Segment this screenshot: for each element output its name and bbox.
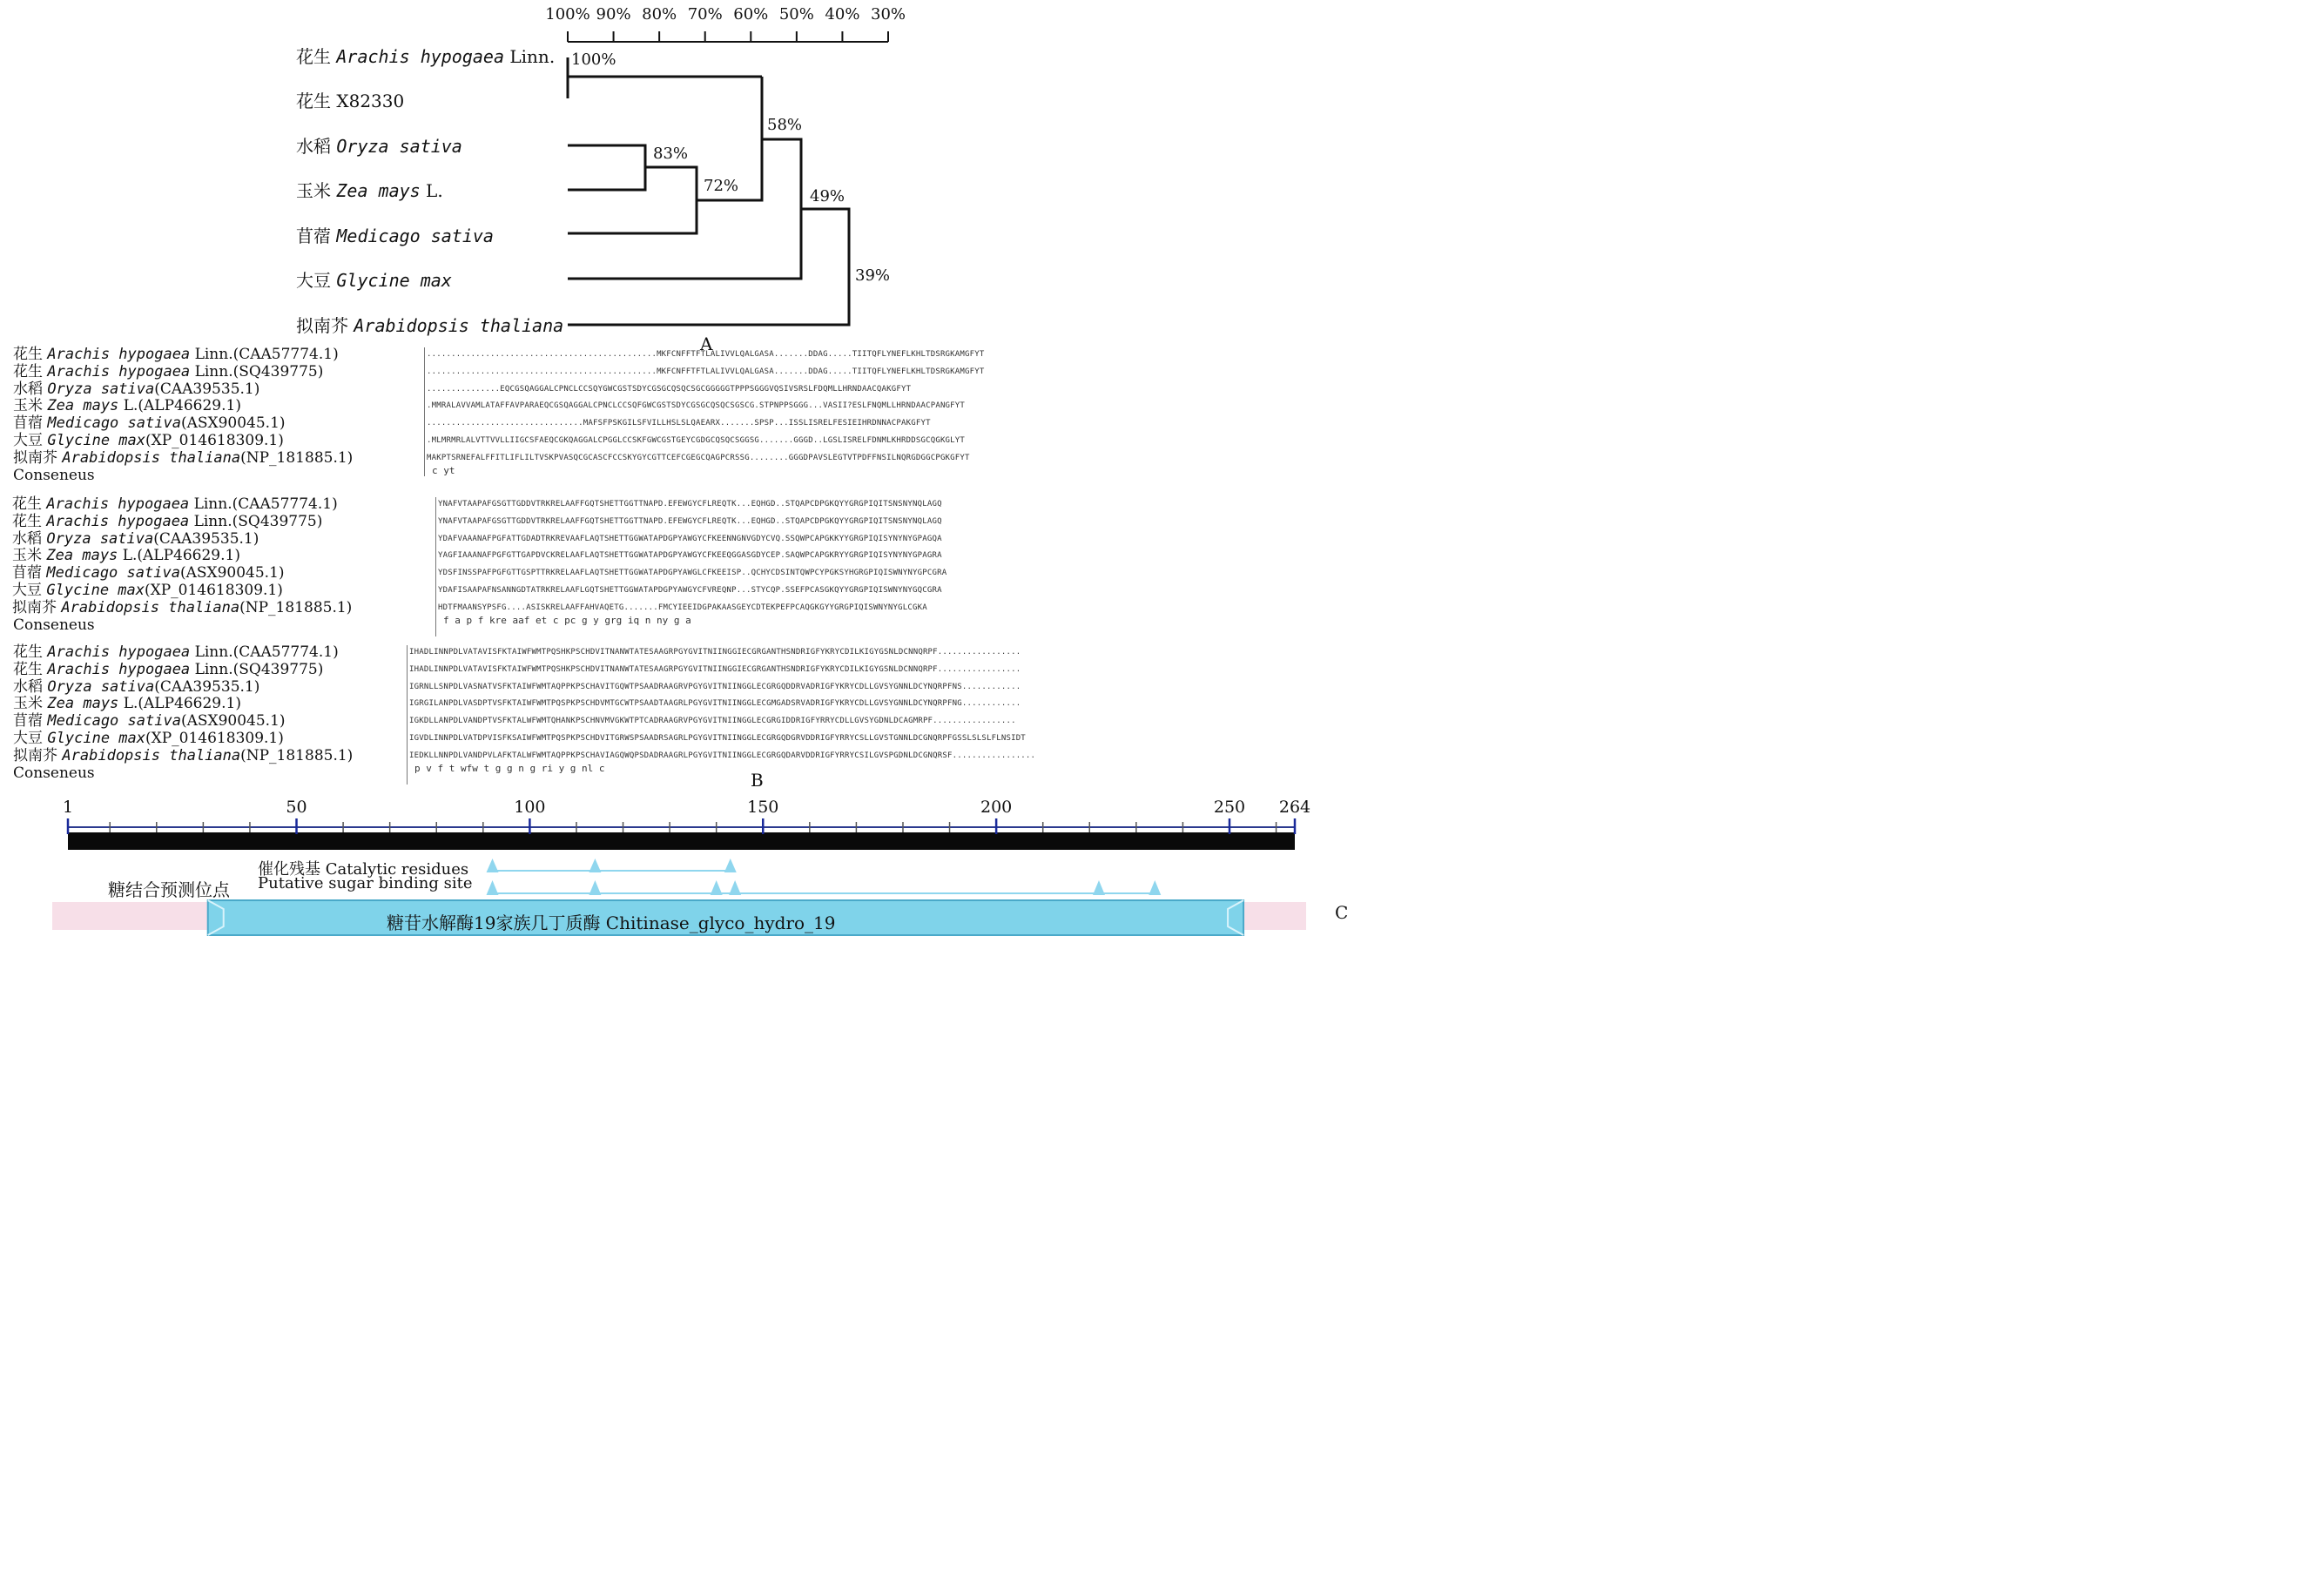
label-suffix: (ASX90045.1) bbox=[180, 414, 286, 433]
latin-name: Arachis hypogaea bbox=[46, 495, 190, 513]
chinese-name: 玉米 bbox=[12, 547, 42, 565]
chinese-name: 大豆 bbox=[12, 582, 42, 599]
label-suffix: (CAA39535.1) bbox=[154, 380, 260, 398]
sugar-site-marker bbox=[487, 880, 499, 895]
chinese-name: 花生 bbox=[13, 346, 43, 363]
chinese-name: 花生 bbox=[13, 362, 43, 380]
alignment-sequence: IHADLINNPDLVATAVISFKTAIWFWMTPQSHKPSCHDVITNANWTATESAAGRPGYGVITNIINGGIECGRGANTHSNDRIGFYKRYCDILKIGYGSNLDCNNQRPF................. bbox=[409, 664, 1021, 674]
alignment-sequence: HDTFMAANSYPSFG....ASISKRELAAFFAHVAQETG.......FMCYIEEIDGPAKAASGEYCDTEKPEFPCAQGKGYYGRGPIQISWNYNYGLCGKA bbox=[438, 603, 927, 612]
chinese-name: 拟南芥 bbox=[12, 598, 57, 616]
alignment-sequence: YDAFVAAANAFPGFATTGDADTRKREVAAFLAQTSHETTGGWATAPDGPYAWGYCFKEENNGNVGDYCVQ.SSQWPCAPGKKYYGRGPIQISYNYNYGPAGQA bbox=[438, 534, 942, 543]
chinese-name: 花生 bbox=[296, 91, 331, 111]
ruler-tick-label: 150 bbox=[747, 798, 779, 817]
scale-tick-label: 100% bbox=[545, 5, 590, 24]
protein-bar bbox=[68, 832, 1295, 850]
scale-tick-label: 90% bbox=[596, 5, 631, 24]
catalytic-site-marker bbox=[487, 859, 499, 872]
latin-name: Arabidopsis thaliana bbox=[61, 598, 240, 616]
label-suffix: (XP_014618309.1) bbox=[145, 582, 283, 599]
latin-name: Oryza sativa bbox=[47, 380, 155, 398]
chinese-name: 玉米 bbox=[13, 695, 43, 713]
chinese-name: 苜蓿 bbox=[13, 414, 43, 433]
chinese-name: 水稻 bbox=[13, 677, 43, 696]
chinese-name: 花生 bbox=[13, 660, 43, 678]
label-suffix: L. bbox=[420, 180, 443, 201]
alignment-sequence: ................................MAFSFPSKGILSFVILLHSLSLQAEARX.......SPSP...ISSLISRELFESIEIHRDNNACPAKGFYT bbox=[427, 419, 931, 428]
sugar-site-marker bbox=[729, 880, 741, 895]
node-support-label: 100% bbox=[571, 51, 616, 69]
label-suffix: Linn.(SQ439775) bbox=[189, 512, 323, 530]
latin-name: Glycine max bbox=[47, 730, 145, 747]
scale-tick-label: 50% bbox=[778, 5, 814, 24]
chinese-name: 玉米 bbox=[13, 397, 43, 415]
sugar-site-marker bbox=[589, 880, 601, 895]
latin-name: Oryza sativa bbox=[46, 529, 154, 548]
latin-name: Zea mays bbox=[47, 397, 119, 415]
alignment-sequence: YAGFIAAANAFPGFGTTGAPDVCKRELAAFLAQTSHETTGGWATAPDGPYAWGYCFKEEQGGASGDYCEP.SAQWPCAPGKRYYGRGPIQISYNYNYGPAGRA bbox=[438, 551, 942, 561]
label-suffix: Linn.(CAA57774.1) bbox=[190, 346, 339, 363]
alignment-sequence: IGKDLLANPDLVANDPTVSFKTALWFWMTQHANKPSCHNVMVGKWTPTCADRAAGRVPGYGVITNIINGGLECGRGIDDRIGFYRRYCDLLGVSYGDNLDCAGMRPF................. bbox=[409, 717, 1016, 726]
latin-name: Arabidopsis thaliana bbox=[62, 448, 241, 467]
consensus-sequence: f a p f kre aaf et c pc g y grg iq n ny g a bbox=[443, 614, 691, 626]
label-suffix: (NP_181885.1) bbox=[240, 746, 354, 764]
alignment-sequence: ...............EQCGSQAGGALCPNCLCCSQYGWCGSTSDYCGSGCQSQCSGCGGGGGTPPPSGGGVQSIVSRSLFDQMLLHRNDAACQAKGFYT bbox=[427, 384, 912, 394]
ruler-tick-label: 50 bbox=[286, 798, 307, 817]
catalytic-residues-label: 催化残基 Catalytic residues bbox=[258, 860, 469, 879]
chinese-name: 花生 bbox=[12, 512, 42, 530]
latin-name: Medicago sativa bbox=[46, 564, 180, 583]
label-suffix: (CAA39535.1) bbox=[153, 529, 259, 548]
latin-name: Oryza sativa bbox=[336, 136, 462, 157]
catalytic-site-marker bbox=[724, 859, 737, 872]
chinese-name: 苜蓿 bbox=[296, 226, 331, 246]
consensus-label: Conseneus bbox=[13, 764, 95, 782]
latin-name: Arachis hypogaea bbox=[46, 512, 190, 530]
chinese-name: 大豆 bbox=[13, 432, 43, 449]
alignment-sequence: IGVDLINNPDLVATDPVISFKSAIWFWMTPQSPKPSCHDVITGRWSPSAADRSAGRLPGYGVITNIINGGLECGRGQDGRVDDRIGFYRRYCSLLGVSTGNNLDCGNQRPFGSSLSLSLFLNSIDT bbox=[409, 734, 1026, 743]
sugar-site-marker bbox=[1149, 880, 1161, 895]
label-suffix: (XP_014618309.1) bbox=[145, 432, 284, 449]
consensus-label: Conseneus bbox=[13, 616, 95, 634]
latin-name: Arachis hypogaea bbox=[47, 643, 191, 661]
chinese-name: 花生 bbox=[296, 46, 331, 67]
consensus-label: Conseneus bbox=[13, 466, 95, 484]
label-suffix: X82330 bbox=[331, 91, 405, 111]
chinese-name: 苜蓿 bbox=[13, 712, 43, 731]
label-suffix: L.(ALP46629.1) bbox=[118, 397, 241, 415]
domain-map bbox=[0, 0, 1361, 945]
alignment-sequence: IGRGILANPDLVASDPTVSFKTAIWFWMTPQSPKPSCHDVMTGCWTPSAADTAAGRLPGYGVITNIINGGLECGMGADSRVADRIGFYKRYCDLLGVSYGNNLDCYNQRPFNG............ bbox=[409, 699, 1021, 709]
alignment-sequence: IHADLINNPDLVATAVISFKTAIWFWMTPQSHKPSCHDVITNANWTATESAAGRPGYGVITNIINGGIECGRGANTHSNDRIGFYKRYCDILKIGYGSNLDCNNQRPF................. bbox=[409, 648, 1021, 657]
label-suffix: Linn.(CAA57774.1) bbox=[189, 495, 338, 513]
scale-tick-label: 60% bbox=[733, 5, 769, 24]
chinese-name: 拟南芥 bbox=[13, 448, 57, 467]
label-suffix: (CAA39535.1) bbox=[154, 677, 260, 696]
chinese-name: 大豆 bbox=[296, 270, 331, 291]
catalytic-site-marker bbox=[589, 859, 601, 872]
chinese-name: 大豆 bbox=[13, 730, 43, 747]
alignment-sequence: YNAFVTAAPAFGSGTTGDDVTRKRELAAFFGQTSHETTGGTTNAPD.EFEWGYCFLREQTK...EQHGD..STQAPCDPGKQYYGRGPIQITSNSNYNQLAGQ bbox=[438, 500, 942, 508]
node-support-label: 72% bbox=[704, 177, 739, 195]
label-suffix: (ASX90045.1) bbox=[180, 712, 286, 731]
chinese-name: 花生 bbox=[12, 495, 42, 513]
consensus-sequence: p v f t wfw t g g n g ri y g nl c bbox=[414, 762, 605, 774]
latin-name: Arabidopsis thaliana bbox=[354, 315, 564, 336]
latin-name: Glycine max bbox=[47, 432, 145, 449]
alignment-sequence: ...............................................MKFCNFFTFTLALIVVLQALGASA.......DDAG.....TIITQFLYNEFLKHLTDSRGKAMGFYT bbox=[427, 350, 985, 359]
label-suffix: (NP_181885.1) bbox=[239, 598, 353, 616]
latin-name: Arachis hypogaea bbox=[47, 362, 191, 380]
label-suffix: (NP_181885.1) bbox=[240, 448, 354, 467]
alignment-sequence: .MLMRMRLALVTTVVLLIIGCSFAEQCGKQAGGALCPGGLCCSKFGWCGSTGEYCGDGCQSQCSGGSG.......GGGD..LGSLISRELFDNMLKHRDDSGCQGKGLYT bbox=[427, 436, 966, 445]
alignment-sequence: .MMRALAVVAMLATAFFAVPARAEQCGSQAGGALCPNCLCCSQFGWCGSTSDYCGSGCQSQCSGSCG.STPNPPSGGG...VASII?ESLFNQMLLHRNDAACPANGFYT bbox=[427, 401, 966, 411]
ruler-tick-label: 250 bbox=[1213, 798, 1246, 817]
sugar-site-marker bbox=[711, 880, 723, 895]
label-suffix: Linn.(SQ439775) bbox=[190, 660, 324, 678]
latin-name: Arachis hypogaea bbox=[336, 46, 505, 67]
latin-name: Oryza sativa bbox=[47, 677, 155, 696]
chinese-name: 水稻 bbox=[12, 529, 42, 548]
ruler-tick-label: 264 bbox=[1278, 798, 1311, 817]
alignment-sequence: IGRNLLSNPDLVASNATVSFKTAIWFWMTAQPPKPSCHAVITGQWTPSAADRAAGRVPGYGVITNIINGGLECGRGQDDRVADRIGFYKRYCDLLGVSYGNNLDCYNQRPFNS............ bbox=[409, 682, 1021, 691]
ruler-tick-label: 200 bbox=[980, 798, 1013, 817]
latin-name: Arachis hypogaea bbox=[47, 660, 191, 678]
latin-name: Zea mays bbox=[46, 547, 118, 565]
node-support-label: 49% bbox=[810, 187, 845, 205]
chinese-name: 水稻 bbox=[13, 380, 43, 398]
sugar-site-label-cn: 糖结合预测位点 bbox=[108, 879, 230, 900]
node-support-label: 39% bbox=[855, 266, 891, 285]
ruler-tick-label: 1 bbox=[62, 798, 74, 817]
chinese-name: 苜蓿 bbox=[12, 564, 42, 583]
chinese-name: 拟南芥 bbox=[296, 315, 348, 336]
latin-name: Glycine max bbox=[336, 270, 452, 291]
scale-tick-label: 80% bbox=[642, 5, 677, 24]
chinese-name: 花生 bbox=[13, 643, 43, 661]
alignment-sequence: YDSFINSSPAFPGFGTTGSPTTRKRELAAFLAQTSHETTGGWATAPDGPYAWGLCFKEEISP..QCHYCDSINTQWPCYPGKSYHGRGPIQISWNYNYGPCGRA bbox=[438, 569, 947, 578]
latin-name: Medicago sativa bbox=[336, 226, 494, 246]
panel-letter-b: B bbox=[751, 770, 764, 791]
latin-name: Zea mays bbox=[47, 695, 119, 713]
label-suffix: L.(ALP46629.1) bbox=[118, 695, 241, 713]
ruler-tick-label: 100 bbox=[514, 798, 546, 817]
label-suffix: (ASX90045.1) bbox=[179, 564, 285, 583]
alignment-sequence: YDAFISAAPAFNSANNGDTATRKRELAAFLGQTSHETTGGWATAPDGPYAWGYCFVREQNP...STYCQP.SSEFPCASGKQYYGRGPIQISWNYNYGQCGRA bbox=[438, 586, 942, 595]
label-suffix: Linn.(CAA57774.1) bbox=[190, 643, 339, 661]
scale-tick-label: 40% bbox=[825, 5, 860, 24]
label-suffix: Linn. bbox=[504, 46, 556, 67]
chinese-name: 水稻 bbox=[296, 136, 331, 157]
latin-name: Glycine max bbox=[46, 582, 145, 599]
panel-letter-a: A bbox=[700, 333, 713, 354]
domain-label: 糖苷水解酶19家族几丁质酶 Chitinase_glyco_hydro_19 bbox=[387, 912, 836, 933]
panel-letter-c: C bbox=[1335, 902, 1349, 923]
scale-tick-label: 70% bbox=[687, 5, 723, 24]
latin-name: Medicago sativa bbox=[47, 414, 181, 433]
label-suffix: Linn.(SQ439775) bbox=[190, 362, 324, 380]
latin-name: Zea mays bbox=[336, 180, 421, 201]
latin-name: Arachis hypogaea bbox=[47, 346, 191, 363]
sugar-site-label-en: Putative sugar binding site bbox=[258, 874, 473, 892]
latin-name: Medicago sativa bbox=[47, 712, 181, 731]
alignment-sequence: MAKPTSRNEFALFFITLIFLILTVSKPVASQCGCASCFCCSKYGYCGTTCEFCGEGCQAGPCRSSG........GGGDPAVSLEGTVTPDFFNSILNQRGDGGCPGKGFYT bbox=[427, 453, 970, 462]
scale-tick-label: 30% bbox=[870, 5, 906, 24]
label-suffix: (XP_014618309.1) bbox=[145, 730, 284, 747]
node-support-label: 83% bbox=[653, 145, 689, 163]
alignment-sequence: IEDKLLNNPDLVANDPVLAFKTALWFWMTAQPPKPSCHAVIAGQWQPSDADRAAGRLPGYGVITNIINGGLECGRGQDARVDDRIGFYRRYCSILGVSPGDNLDCGNQRSF................. bbox=[409, 751, 1036, 760]
chinese-name: 玉米 bbox=[296, 180, 331, 201]
alignment-sequence: ...............................................MKFCNFFTFTLALIVVLQALGASA.......DDAG.....TIITQFLYNEFLKHLTDSRGKAMGFYT bbox=[427, 367, 985, 376]
sugar-site-marker bbox=[1093, 880, 1105, 895]
consensus-sequence: c yt bbox=[432, 464, 455, 476]
alignment-sequence: YNAFVTAAPAFGSGTTGDDVTRKRELAAFFGQTSHETTGGTTNAPD.EFEWGYCFLREQTK...EQHGD..STQAPCDPGKQYYGRGPIQITSNSNYNQLAGQ bbox=[438, 516, 942, 526]
node-support-label: 58% bbox=[767, 116, 803, 134]
chinese-name: 拟南芥 bbox=[13, 746, 57, 764]
label-suffix: L.(ALP46629.1) bbox=[118, 547, 240, 565]
latin-name: Arabidopsis thaliana bbox=[62, 746, 241, 764]
